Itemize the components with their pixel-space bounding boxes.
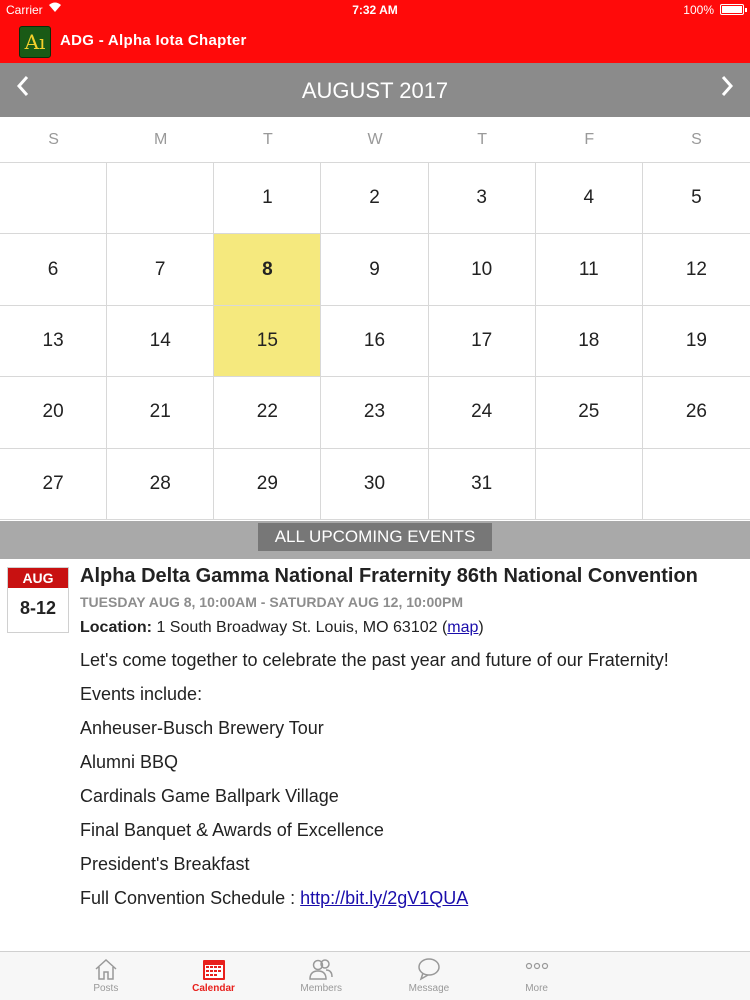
house-icon	[52, 952, 160, 983]
day-cell-22[interactable]: 22	[214, 377, 321, 448]
month-header	[0, 63, 750, 117]
day-cell-1[interactable]: 1	[214, 163, 321, 234]
chevron-right-icon	[720, 75, 734, 97]
next-month-button[interactable]	[720, 71, 734, 105]
more-dots-icon	[483, 952, 591, 983]
event-title[interactable]: Alpha Delta Gamma National Fraternity 86th National Convention	[80, 565, 698, 587]
chapter-logo[interactable]: Aı	[19, 26, 51, 58]
schedule-label: Full Convention Schedule :	[80, 888, 296, 908]
day-cell-27[interactable]: 27	[0, 449, 107, 520]
tab-label: Members	[300, 983, 343, 994]
weekday-label: W	[367, 131, 383, 148]
empty-day-cell	[0, 163, 107, 234]
location-label: Location:	[80, 619, 152, 636]
day-cell-2[interactable]: 2	[321, 163, 428, 234]
all-upcoming-events-label[interactable]: ALL UPCOMING EVENTS	[258, 523, 492, 551]
empty-day-cell	[107, 163, 214, 234]
tab-more[interactable]	[483, 952, 591, 1000]
tab-bar	[0, 951, 750, 1000]
day-cell-26[interactable]: 26	[643, 377, 750, 448]
day-cell-3[interactable]: 3	[429, 163, 536, 234]
tab-message[interactable]	[375, 952, 483, 1000]
day-cell-6[interactable]: 6	[0, 234, 107, 305]
day-cell-25[interactable]: 25	[536, 377, 643, 448]
event-datetime: TUESDAY AUG 8, 10:00AM - SATURDAY AUG 12, 10:00PM	[80, 594, 464, 610]
day-cell-20[interactable]: 20	[0, 377, 107, 448]
calendar-icon	[160, 952, 268, 983]
event-date-badge	[7, 567, 69, 633]
day-cell-15[interactable]: 15	[214, 306, 321, 377]
day-cell-18[interactable]: 18	[536, 306, 643, 377]
tab-label: Message	[408, 983, 450, 994]
map-link[interactable]: map	[447, 619, 479, 636]
top-bar	[0, 0, 750, 63]
day-cell-30[interactable]: 30	[321, 449, 428, 520]
weekday-label: T	[262, 131, 273, 148]
day-cell-21[interactable]: 21	[107, 377, 214, 448]
app-header	[0, 22, 750, 60]
day-cell-31[interactable]: 31	[429, 449, 536, 520]
weekday-label: M	[154, 131, 168, 148]
event-item: Anheuser-Busch Brewery Tour	[80, 718, 324, 738]
day-cell-28[interactable]: 28	[107, 449, 214, 520]
tab-label: Posts	[93, 983, 119, 994]
day-cell-23[interactable]: 23	[321, 377, 428, 448]
event-item: Alumni BBQ	[80, 752, 179, 772]
day-cell-14[interactable]: 14	[107, 306, 214, 377]
schedule-line	[80, 881, 730, 915]
tab-posts[interactable]	[52, 952, 160, 1000]
weekday-label: F	[584, 131, 595, 148]
tab-label: Calendar	[192, 983, 235, 994]
day-cell-8[interactable]: 8	[214, 234, 321, 305]
badge-month: AUG	[8, 568, 68, 588]
tab-calendar[interactable]	[160, 952, 268, 1000]
day-cell-9[interactable]: 9	[321, 234, 428, 305]
empty-day-cell	[536, 449, 643, 520]
tab-members[interactable]	[267, 952, 375, 1000]
day-cell-11[interactable]: 11	[536, 234, 643, 305]
status-time: 7:32 AM	[352, 3, 398, 17]
location-address: 1 South Broadway St. Louis, MO 63102	[156, 619, 438, 636]
day-cell-5[interactable]: 5	[643, 163, 750, 234]
event-location	[80, 617, 730, 639]
map-link-wrapper: (map)	[441, 619, 484, 636]
event-item: Cardinals Game Ballpark Village	[80, 786, 339, 806]
status-bar	[0, 0, 750, 20]
tab-label: More	[525, 983, 548, 994]
app-title: ADG - Alpha Iota Chapter	[60, 32, 247, 49]
events-header-bar	[0, 521, 750, 559]
day-cell-19[interactable]: 19	[643, 306, 750, 377]
event-intro: Let's come together to celebrate the past year and future of our Fraternity!	[80, 650, 669, 670]
event-item: President's Breakfast	[80, 854, 250, 874]
weekday-label: S	[691, 131, 702, 148]
day-cell-24[interactable]: 24	[429, 377, 536, 448]
weekday-label: T	[477, 131, 488, 148]
people-icon	[267, 952, 375, 983]
event-details	[80, 563, 730, 915]
chat-bubble-icon	[375, 952, 483, 983]
day-cell-29[interactable]: 29	[214, 449, 321, 520]
calendar-grid	[0, 163, 750, 520]
event-list	[0, 559, 750, 951]
events-include-label: Events include:	[80, 684, 203, 704]
day-cell-10[interactable]: 10	[429, 234, 536, 305]
badge-days: 8-12	[19, 598, 57, 618]
day-cell-7[interactable]: 7	[107, 234, 214, 305]
event-item: Final Banquet & Awards of Excellence	[80, 820, 384, 840]
battery-percent: 100%	[683, 3, 714, 17]
empty-day-cell	[643, 449, 750, 520]
day-cell-4[interactable]: 4	[536, 163, 643, 234]
weekday-label: S	[48, 131, 59, 148]
day-cell-16[interactable]: 16	[321, 306, 428, 377]
schedule-link[interactable]: http://bit.ly/2gV1QUA	[300, 888, 469, 908]
weekday-header	[0, 117, 750, 163]
battery-icon	[720, 4, 744, 15]
carrier-label: Carrier	[6, 3, 43, 17]
month-title: AUGUST 2017	[301, 78, 449, 103]
day-cell-12[interactable]: 12	[643, 234, 750, 305]
day-cell-17[interactable]: 17	[429, 306, 536, 377]
day-cell-13[interactable]: 13	[0, 306, 107, 377]
